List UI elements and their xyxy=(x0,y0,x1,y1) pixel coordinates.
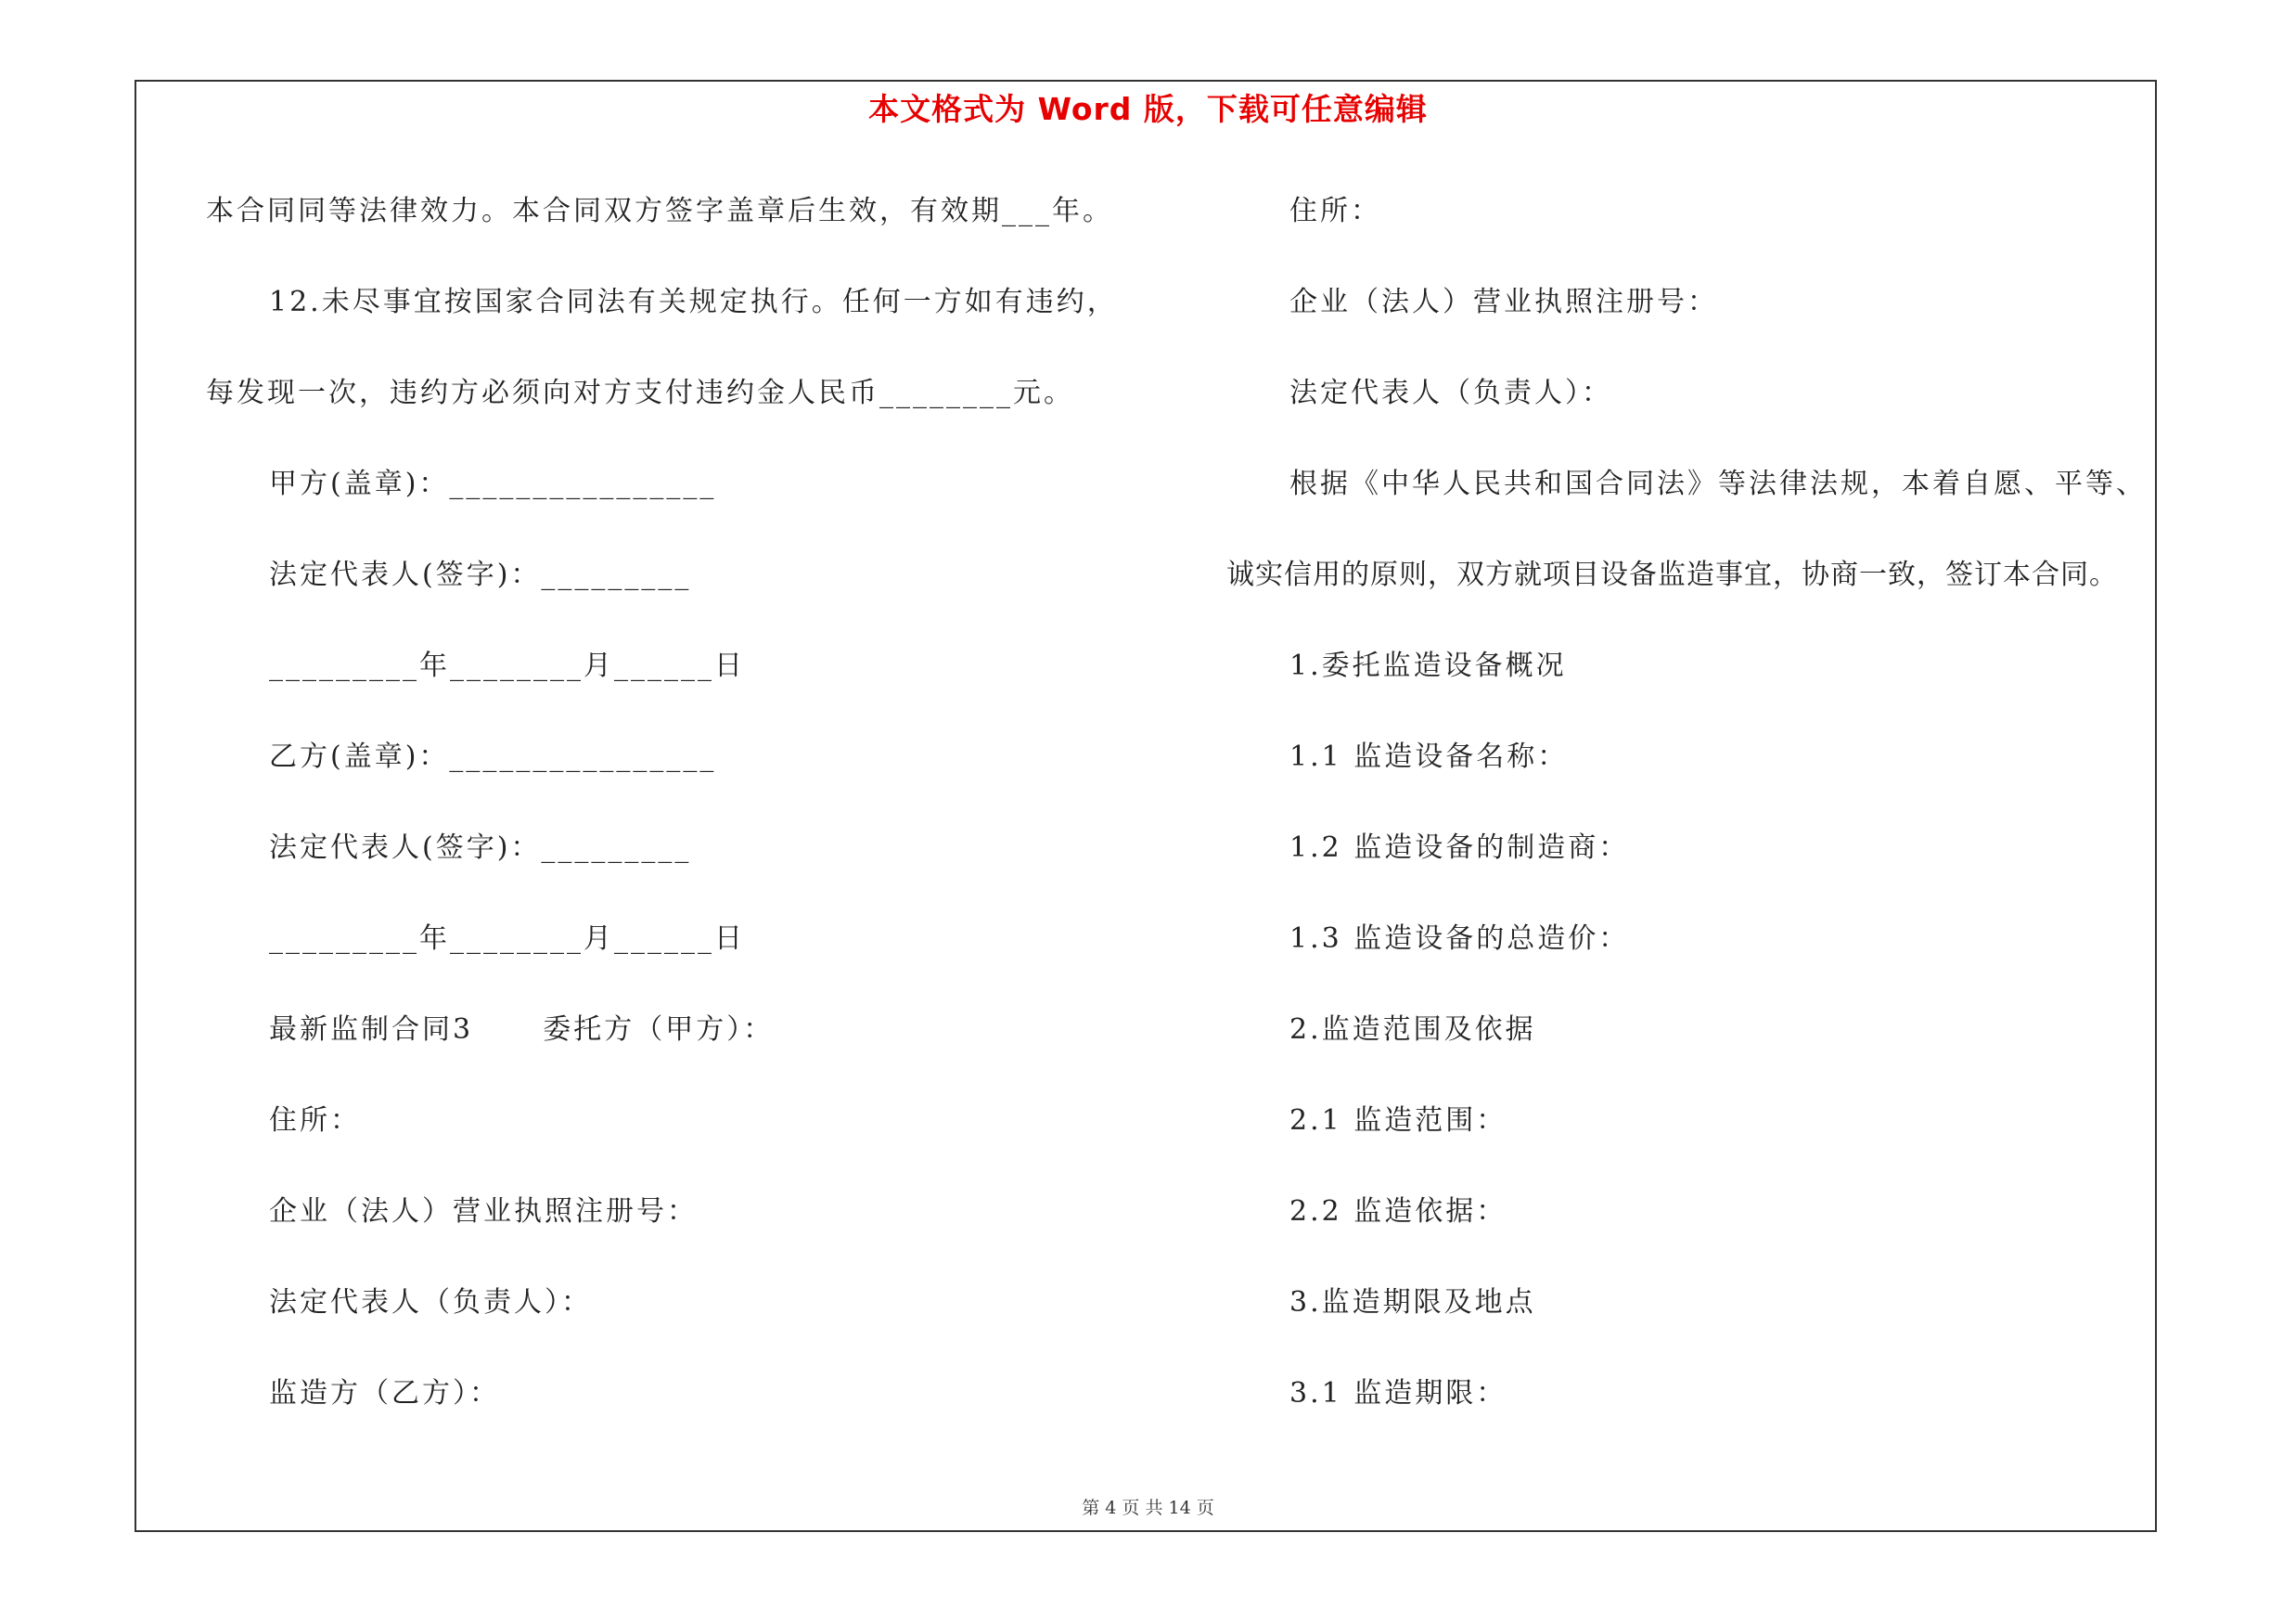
supervisor-representative-line: 法定代表人（负责人）： xyxy=(1289,377,1612,409)
preamble-line-2: 诚实信用的原则，双方就项目设备监造事宜，协商一致，签订本合同。 xyxy=(1226,559,2118,591)
party-a-representative-line: 法定代表人(签字)：_________ xyxy=(269,559,692,591)
page-indicator: 第 4 页 共 14 页 xyxy=(1082,1498,1214,1518)
party-b-date-line: _________年________月______日 xyxy=(269,922,745,955)
section-1-2: 1.2 监造设备的制造商： xyxy=(1289,831,1630,864)
section-3-heading: 3.监造期限及地点 xyxy=(1289,1286,1536,1319)
left-column xyxy=(206,184,1161,1457)
clause-12-line-1: 12.未尽事宜按国家合同法有关规定执行。任何一方如有违约， xyxy=(269,286,1118,318)
header-title: 本文格式为 Word 版，下载可任意编辑 xyxy=(868,91,1428,127)
section-2-heading: 2.监造范围及依据 xyxy=(1289,1013,1536,1046)
party-a-date-line: _________年________月______日 xyxy=(269,650,745,682)
party-b-seal-line: 乙方(盖章)：________________ xyxy=(269,741,717,773)
principal-address-line: 住所： xyxy=(269,1104,361,1137)
section-1-1: 1.1 监造设备名称： xyxy=(1289,741,1569,773)
section-2-2: 2.2 监造依据： xyxy=(1289,1195,1507,1228)
supervisor-party-line: 监造方（乙方）： xyxy=(269,1377,500,1410)
contract-3-title-line: 最新监制合同3 委托方（甲方）： xyxy=(269,1013,775,1046)
clause-12-line-2: 每发现一次，违约方必须向对方支付违约金人民币________元。 xyxy=(206,377,1074,409)
supervisor-license-line: 企业（法人）营业执照注册号： xyxy=(1289,286,1718,318)
party-a-seal-line: 甲方(盖章)：________________ xyxy=(269,468,717,500)
principal-license-line: 企业（法人）营业执照注册号： xyxy=(269,1195,698,1228)
section-3-1: 3.1 监造期限： xyxy=(1289,1377,1507,1410)
section-2-1: 2.1 监造范围： xyxy=(1289,1104,1507,1137)
section-1-heading: 1.委托监造设备概况 xyxy=(1289,650,1567,682)
right-column xyxy=(1226,184,2163,1457)
party-b-representative-line: 法定代表人(签字)：_________ xyxy=(269,831,692,864)
supervisor-address-line: 住所： xyxy=(1289,195,1381,227)
principal-representative-line: 法定代表人（负责人）： xyxy=(269,1286,592,1319)
section-1-3: 1.3 监造设备的总造价： xyxy=(1289,922,1630,955)
contract-validity-line: 本合同同等法律效力。本合同双方签字盖章后生效，有效期___年。 xyxy=(206,195,1113,227)
preamble-line-1: 根据《中华人民共和国合同法》等法律法规，本着自愿、平等、 xyxy=(1289,468,2147,500)
